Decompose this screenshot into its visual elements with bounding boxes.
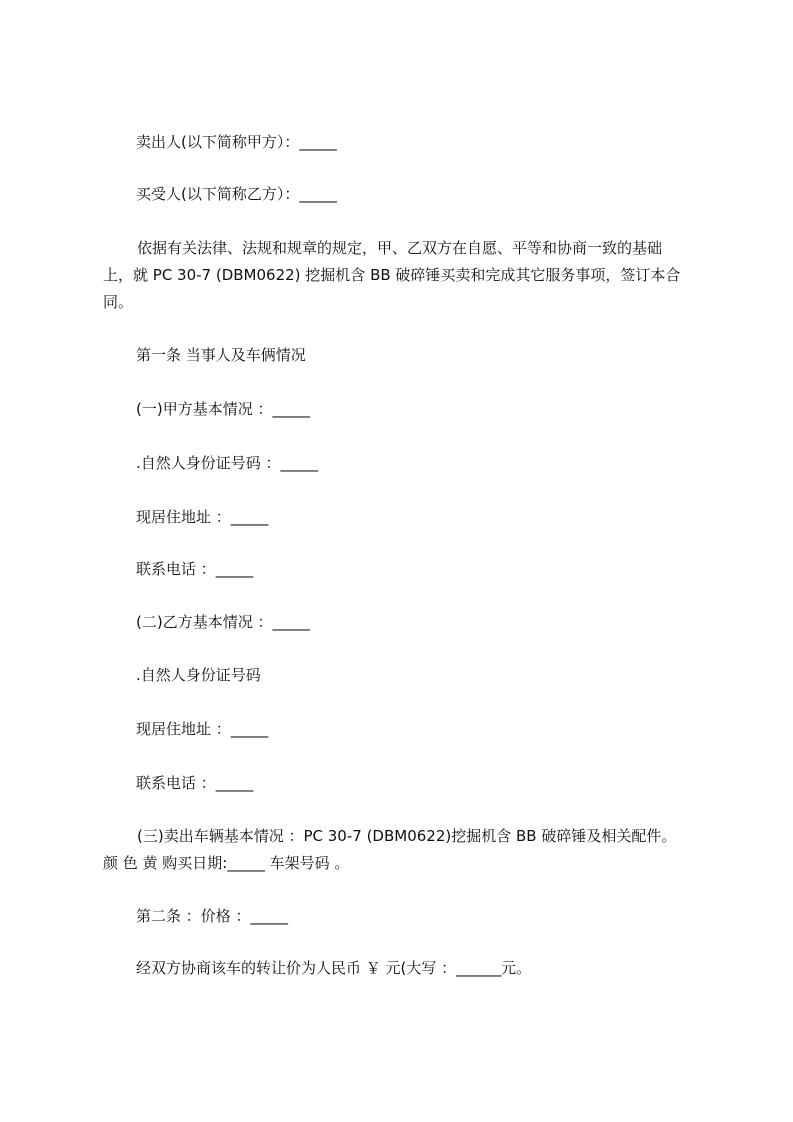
vehicle-info-line-2: 颜 色 黄 购买日期:_____ 车架号码 。 (103, 854, 350, 872)
price-text-line: 经双方协商该车的转让价为人民币 ￥ 元(大写 ：______元。 (136, 959, 532, 977)
seller-line: 卖出人(以下简称甲方）：_____ (136, 133, 337, 151)
buyer-line: 买受人(以下简称乙方）：_____ (136, 185, 337, 203)
party-b-phone-line: 联系电话 ：_____ (136, 774, 254, 792)
article-1-title: 第一条 当事人及车俩情况 (136, 346, 306, 364)
party-b-id-line: .自然人身份证号码 (136, 666, 261, 684)
party-b-address-line: 现居住地址 ：_____ (136, 720, 269, 738)
party-b-title: (二)乙方基本情况 ：_____ (136, 613, 310, 631)
party-a-title: (一)甲方基本情况 ：_____ (136, 400, 310, 418)
article-2-title: 第二条 ：价格 ：_____ (136, 907, 289, 925)
party-a-phone-line: 联系电话 ：_____ (136, 560, 254, 578)
intro-line-1: 依据有关法律、法规和规章的规定，甲、乙双方在自愿、平等和协商一致的基础 (137, 239, 663, 257)
party-a-address-line: 现居住地址 ：_____ (136, 508, 269, 526)
intro-line-2: 上，就 PC 30-7 (DBM0622) 挖掘机含 BB 破碎锤买卖和完成其它服务事项，签订本合 (103, 266, 681, 284)
party-a-id-line: .自然人身份证号码 ：_____ (136, 454, 319, 472)
intro-line-3: 同。 (103, 293, 134, 311)
vehicle-info-line-1: (三)卖出车辆基本情况 ：PC 30-7 (DBM0622)挖掘机含 BB 破碎锤及相关配件。 (137, 827, 677, 845)
